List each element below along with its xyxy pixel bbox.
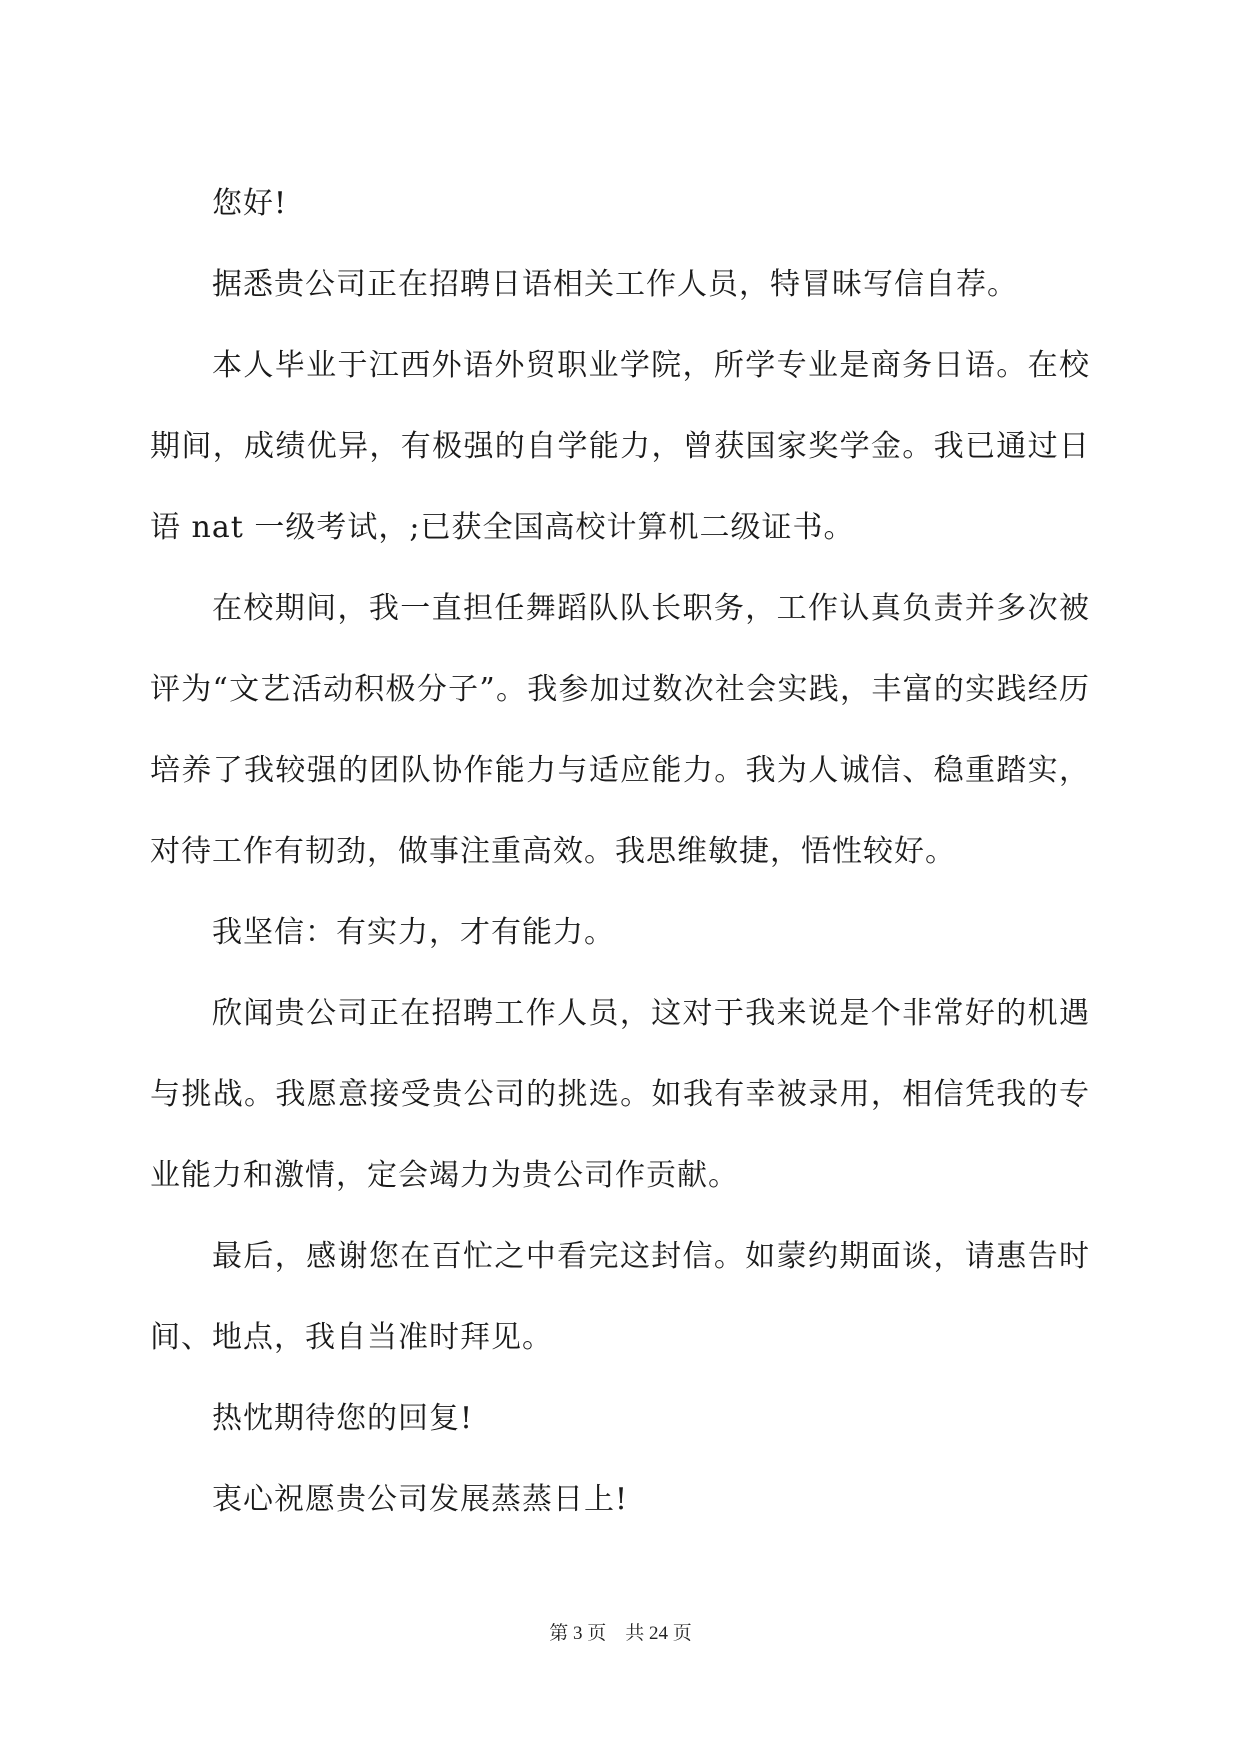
page-number-label: 第 3 页 共 24 页: [549, 1623, 692, 1644]
paragraph-belief: 我坚信：有实力，才有能力。: [212, 915, 615, 950]
document-body: [150, 163, 1090, 1540]
paragraph-awaiting-reply: 热忱期待您的回复!: [212, 1401, 474, 1436]
paragraph-well-wishes: 衷心祝愿贵公司发展蒸蒸日上!: [212, 1482, 629, 1517]
paragraph-closing-request: 最后，感谢您在百忙之中看完这封信。如蒙约期面谈，请惠告时间、地点，我自当准时拜见。: [150, 1239, 1090, 1355]
paragraph-experience: 在校期间，我一直担任舞蹈队队长职务，工作认真负责并多次被评为“文艺活动积极分子”。我参加过数次社会实践，丰富的实践经历培养了我较强的团队协作能力与适应能力。我为人诚信、稳重踏实，对待工作有韧劲，做事注重高效。我思维敏捷，悟性较好。: [150, 591, 1090, 869]
paragraph-education: 本人毕业于江西外语外贸职业学院，所学专业是商务日语。在校期间，成绩优异，有极强的自学能力，曾获国家奖学金。我已通过日语 nat 一级考试，;已获全国高校计算机二级证书。: [150, 348, 1090, 545]
paragraph-opportunity: 欣闻贵公司正在招聘工作人员，这对于我来说是个非常好的机遇与挑战。我愿意接受贵公司的挑选。如我有幸被录用，相信凭我的专业能力和激情，定会竭力为贵公司作贡献。: [150, 996, 1090, 1193]
paragraph-purpose: 据悉贵公司正在招聘日语相关工作人员，特冒昧写信自荐。: [212, 267, 1018, 302]
paragraph-greeting: 您好!: [212, 186, 288, 221]
page-number-footer: [0, 1618, 1241, 1645]
